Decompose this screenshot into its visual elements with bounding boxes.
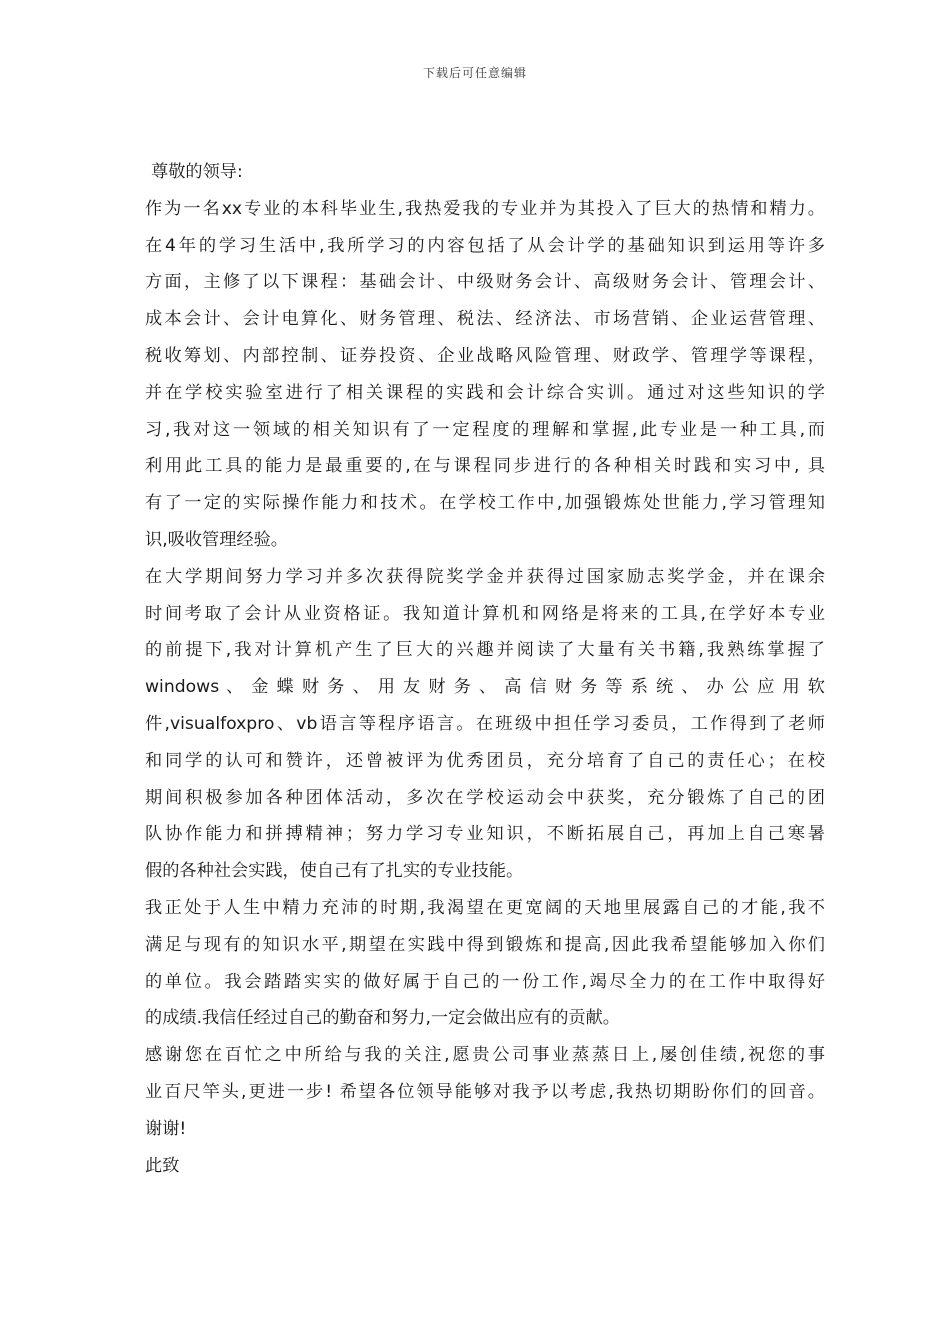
paragraph-4 bbox=[145, 1037, 825, 1111]
closing-line: 此致 bbox=[145, 1155, 180, 1176]
text-line: 的前提下,我对计算机产生了巨大的兴趣并阅读了大量有关书籍,我熟练掌握了 bbox=[145, 640, 825, 661]
text-line: 利用此工具的能力是最重要的,在与课程同步进行的各种相关时践和实习中, 具 bbox=[145, 456, 825, 477]
text-line: 我正处于人生中精力充沛的时期,我渴望在更宽阔的天地里展露自己的才能,我不 bbox=[145, 897, 825, 918]
letter-body bbox=[145, 154, 825, 1184]
text-line: 方面，主修了以下课程：基础会计、中级财务会计、高级财务会计、管理会计、 bbox=[145, 272, 825, 293]
text-line: 假的各种社会实践，使自己有了扎实的专业技能。 bbox=[145, 861, 524, 882]
text-line: 税收筹划、内部控制、证券投资、企业战略风险管理、财政学、管理学等课程， bbox=[145, 345, 825, 366]
text-line: 感谢您在百忙之中所给与我的关注,愿贵公司事业蒸蒸日上,屡创佳绩,祝您的事 bbox=[145, 1045, 825, 1066]
text-line: 在大学期间努力学习并多次获得院奖学金并获得过国家励志奖学金，并在课余 bbox=[145, 566, 825, 587]
text-line: 识,吸收管理经验。 bbox=[145, 529, 288, 550]
paragraph-2 bbox=[145, 559, 825, 890]
page-header: 下载后可任意编辑 bbox=[422, 66, 527, 80]
text-line: 并在学校实验室进行了相关课程的实践和会计综合实训。通过对这些知识的学 bbox=[145, 382, 825, 403]
paragraph-3 bbox=[145, 890, 825, 1037]
paragraph-1 bbox=[145, 191, 825, 559]
text-line: windows 、 金 蝶 财 务 、 用 友 财 务 、 高 信 财 务 等 系 统 、 办 公 应 用 软 bbox=[145, 677, 825, 698]
text-line: 的单位。我会踏踏实实的做好属于自己的一份工作,竭尽全力的在工作中取得好 bbox=[145, 971, 825, 992]
salutation: 尊敬的领导: bbox=[151, 162, 243, 182]
text-line: 队协作能力和拼搏精神；努力学习专业知识，不断拓展自己，再加上自己寒暑 bbox=[145, 824, 825, 845]
thanks-line: 谢谢! bbox=[145, 1118, 187, 1139]
text-line: 的成绩.我信任经过自己的勤奋和努力,一定会做出应有的贡献。 bbox=[145, 1008, 620, 1029]
text-line: 成本会计、会计电算化、财务管理、税法、经济法、市场营销、企业运营管理、 bbox=[145, 309, 825, 330]
text-line: 有了一定的实际操作能力和技术。在学校工作中,加强锻炼处世能力,学习管理知 bbox=[145, 493, 825, 514]
text-line: 期间积极参加各种团体活动，多次在学校运动会中获奖，充分锻炼了自己的团 bbox=[145, 787, 825, 808]
text-line: 和同学的认可和赞许，还曾被评为优秀团员，充分培育了自己的责任心；在校 bbox=[145, 750, 825, 771]
text-line: 件,visualfoxpro、vb语言等程序语言。在班级中担任学习委员，工作得到了老师 bbox=[145, 713, 825, 734]
text-line: 满足与现有的知识水平,期望在实践中得到锻炼和提高,因此我希望能够加入你们 bbox=[145, 934, 825, 955]
text-line: 作为一名xx专业的本科毕业生,我热爱我的专业并为其投入了巨大的热情和精力。 bbox=[145, 198, 825, 219]
text-line: 习,我对这一领域的相关知识有了一定程度的理解和掌握,此专业是一种工具,而 bbox=[145, 419, 825, 440]
text-line: 时间考取了会计从业资格证。我知道计算机和网络是将来的工具,在学好本专业 bbox=[145, 603, 825, 624]
text-line: 业百尺竿头,更进一步! 希望各位领导能够对我予以考虑,我热切期盼你们的回音。 bbox=[145, 1081, 825, 1102]
text-line: 在4年的学习生活中,我所学习的内容包括了从会计学的基础知识到运用等许多 bbox=[145, 235, 825, 256]
